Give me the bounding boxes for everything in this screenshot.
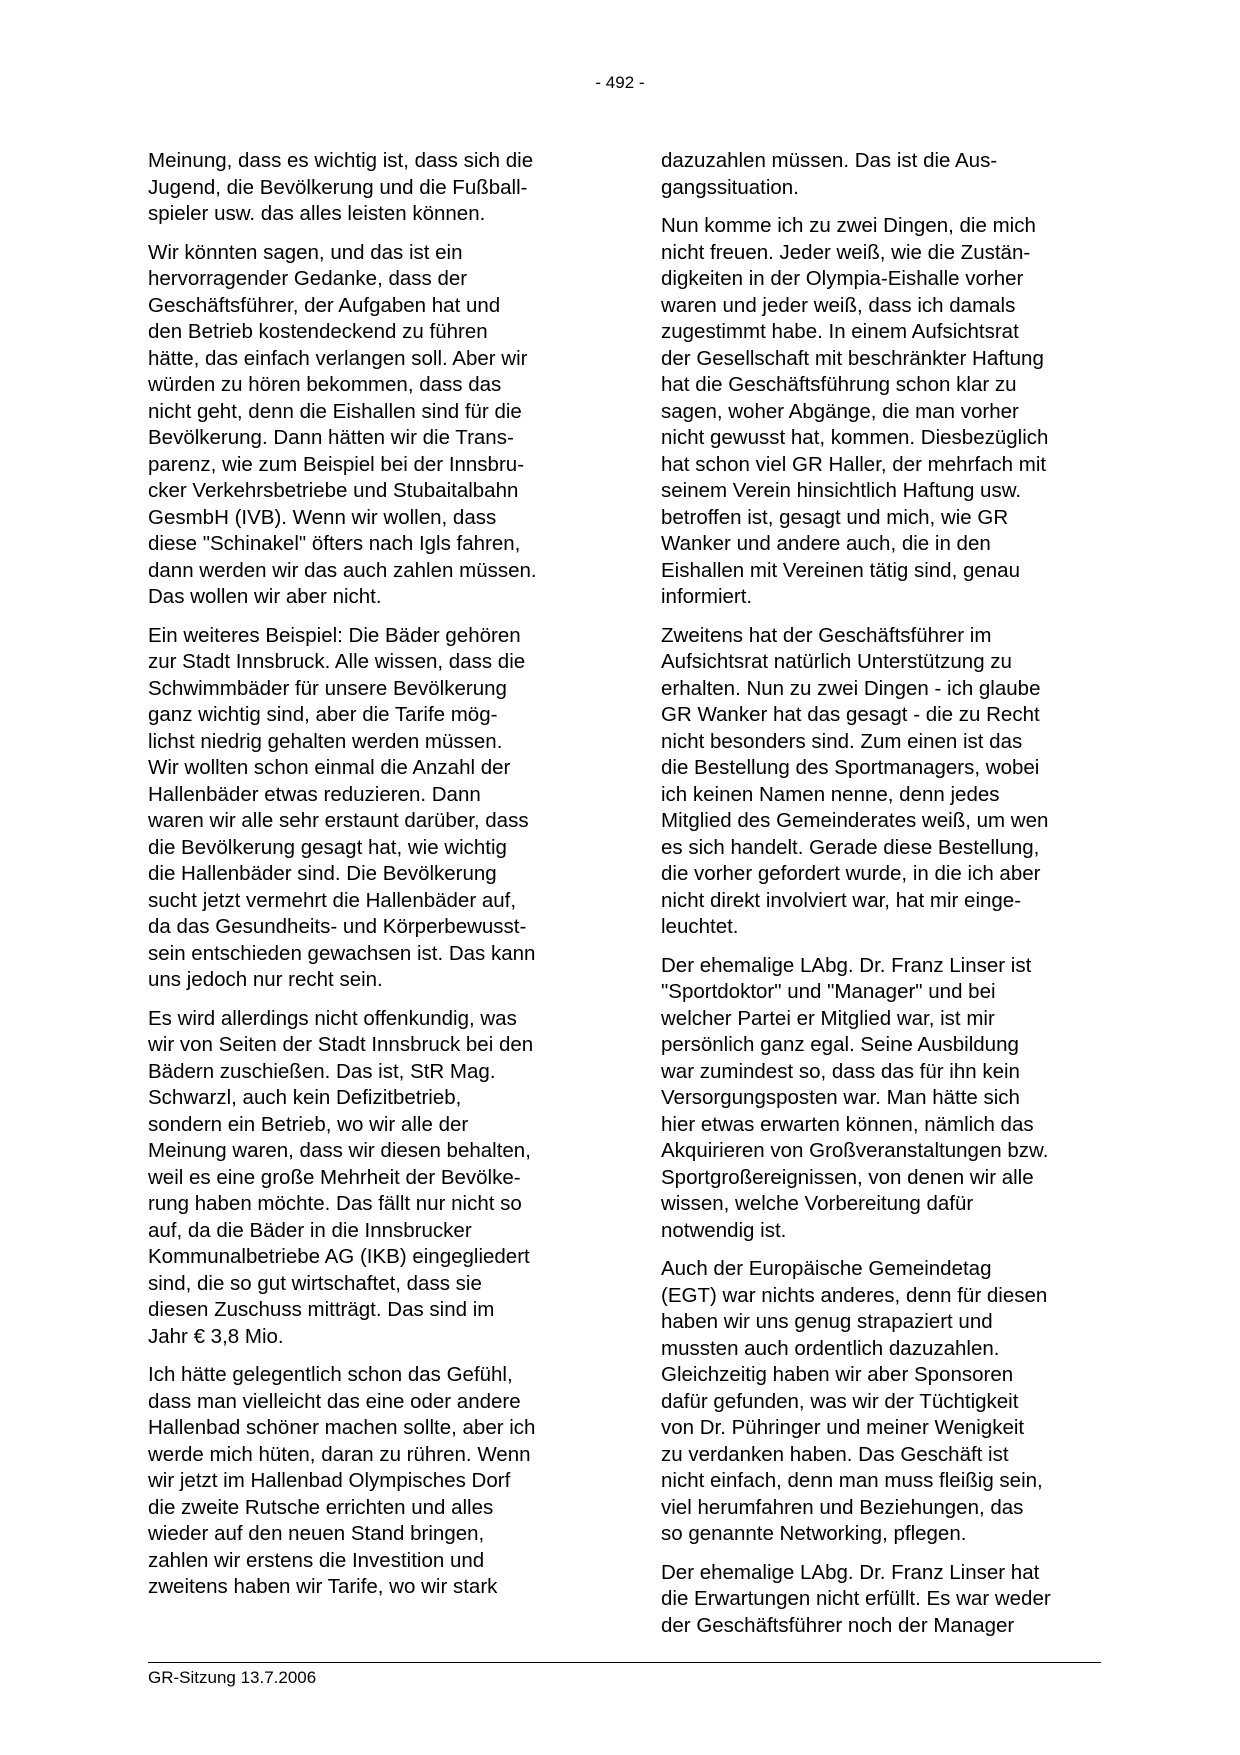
text-line: digkeiten in der Olympia-Eishalle vorher (661, 267, 1024, 290)
text-line: hat die Geschäftsführung schon klar zu (661, 373, 1017, 396)
text-line: Bevölkerung. Dann hätten wir die Trans- (148, 426, 514, 449)
text-line: informiert. (661, 585, 753, 608)
text-line: Meinung waren, dass wir diesen behalten, (148, 1139, 531, 1162)
text-line: sein entschieden gewachsen ist. Das kann (148, 941, 536, 965)
text-line: haben wir uns genug strapaziert und (661, 1310, 993, 1333)
text-line: der Gesellschaft mit beschränkter Haftung (661, 346, 1044, 370)
text-line: sucht jetzt vermehrt die Hallenbäder auf, (148, 888, 517, 912)
footer-divider (148, 1662, 1101, 1663)
text-line: wir jetzt im Hallenbad Olympisches Dorf (148, 1469, 511, 1492)
text-line: diesen Zuschuss mitträgt. Das sind im (148, 1298, 495, 1321)
paragraph (661, 148, 1111, 201)
text-line: sind, die so gut wirtschaftet, dass sie (148, 1271, 482, 1295)
text-line: es sich handelt. Gerade diese Bestellung, (661, 835, 1040, 859)
text-line: Zweitens hat der Geschäftsführer im (661, 623, 992, 647)
text-line: ganz wichtig sind, aber die Tarife mög- (148, 703, 498, 726)
text-line: Ein weiteres Beispiel: Die Bäder gehören (148, 623, 521, 647)
text-line: nicht besonders sind. Zum einen ist das (661, 729, 1023, 753)
paragraph (661, 623, 1111, 941)
text-line: cker Verkehrsbetriebe und Stubaitalbahn (148, 479, 519, 502)
text-line: den Betrieb kostendeckend zu führen (148, 320, 488, 343)
text-line: Versorgungsposten war. Man hätte sich (661, 1086, 1020, 1109)
text-line: erhalten. Nun zu zwei Dingen - ich glaube (661, 676, 1041, 700)
text-line: die Bevölkerung gesagt hat, wie wichtig (148, 835, 507, 859)
text-line: hervorragender Gedanke, dass der (148, 267, 468, 290)
text-line: Der ehemalige LAbg. Dr. Franz Linser hat (661, 1560, 1040, 1584)
text-line: Der ehemalige LAbg. Dr. Franz Linser ist (661, 953, 1032, 977)
text-line: Jugend, die Bevölkerung und die Fußball- (148, 175, 528, 199)
text-line: zu verdanken haben. Das Geschäft ist (661, 1442, 1009, 1466)
left-column (148, 148, 598, 1613)
text-line: sagen, woher Abgänge, die man vorher (661, 399, 1019, 423)
text-line: nicht direkt involviert war, hat mir einge- (661, 888, 1022, 912)
text-line: persönlich ganz egal. Seine Ausbildung (661, 1033, 1019, 1056)
paragraph (148, 148, 598, 228)
text-line: Hallenbäder etwas reduzieren. Dann (148, 782, 481, 806)
text-line: Schwarzl, auch kein Defizitbetrieb, (148, 1086, 462, 1109)
text-line: Wanker und andere auch, die in den (661, 532, 991, 555)
text-line: nicht freuen. Jeder weiß, wie die Zustän- (661, 240, 1031, 264)
text-line: Eishallen mit Vereinen tätig sind, genau (661, 558, 1020, 582)
text-line: hier etwas erwarten können, nämlich das (661, 1112, 1034, 1136)
text-line: Akquirieren von Großveranstaltungen bzw. (661, 1139, 1049, 1162)
text-line: Geschäftsführer, der Aufgaben hat und (148, 293, 501, 317)
text-line: Es wird allerdings nicht offenkundig, was (148, 1006, 517, 1030)
text-line: die vorher gefordert wurde, in die ich aber (661, 862, 1041, 885)
text-line: rung haben möchte. Das fällt nur nicht so (148, 1192, 522, 1215)
text-line: Schwimmbäder für unsere Bevölkerung (148, 676, 507, 700)
text-line: dann werden wir das auch zahlen müssen. (148, 558, 537, 582)
paragraph (148, 240, 598, 611)
text-line: parenz, wie zum Beispiel bei der Innsbru- (148, 452, 525, 476)
text-line: uns jedoch nur recht sein. (148, 968, 383, 991)
text-line: von Dr. Pühringer und meiner Wenigkeit (661, 1416, 1025, 1439)
paragraph (661, 953, 1111, 1245)
paragraph (148, 623, 598, 994)
text-line: GesmbH (IVB). Wenn wir wollen, dass (148, 505, 497, 529)
text-line: Wir wollten schon einmal die Anzahl der (148, 756, 511, 779)
text-line: Das wollen wir aber nicht. (148, 585, 382, 608)
right-column (661, 148, 1111, 1651)
text-line: so genannte Networking, pflegen. (661, 1522, 967, 1545)
text-line: notwendig ist. (661, 1218, 787, 1242)
text-line: Sportgroßereignissen, von denen wir alle (661, 1165, 1034, 1189)
text-line: da das Gesundheits- und Körperbewusst- (148, 915, 527, 938)
text-line: dazuzahlen müssen. Das ist die Aus- (661, 149, 998, 172)
text-line: hat schon viel GR Haller, der mehrfach mit (661, 452, 1047, 476)
text-line: zugestimmt habe. In einem Aufsichtsrat (661, 320, 1019, 343)
text-line: nicht gewusst hat, kommen. Diesbezüglich (661, 426, 1049, 449)
text-line: Wir könnten sagen, und das ist ein (148, 240, 463, 264)
page-number: - 492 - (595, 73, 645, 92)
text-line: Jahr € 3,8 Mio. (148, 1324, 284, 1348)
text-line: dafür gefunden, was wir der Tüchtigkeit (661, 1389, 1019, 1413)
text-line: nicht geht, denn die Eishallen sind für die (148, 399, 522, 423)
text-line: nicht einfach, denn man muss fleißig sein, (661, 1469, 1043, 1492)
text-line: betroffen ist, gesagt und mich, wie GR (661, 505, 1009, 529)
text-line: Gleichzeitig haben wir aber Sponsoren (661, 1363, 1014, 1386)
text-line: der Geschäftsführer noch der Manager (661, 1613, 1015, 1637)
text-line: sondern ein Betrieb, wo wir alle der (148, 1112, 469, 1136)
text-line: die zweite Rutsche errichten und alles (148, 1495, 494, 1519)
text-line: lichst niedrig gehalten werden müssen. (148, 729, 503, 753)
text-line: leuchtet. (661, 915, 739, 938)
text-line: Nun komme ich zu zwei Dingen, die mich (661, 214, 1036, 237)
text-line: (EGT) war nichts anderes, denn für diesen (661, 1283, 1048, 1307)
text-line: Auch der Europäische Gemeindetag (661, 1257, 992, 1280)
text-line: wissen, welche Vorbereitung dafür (661, 1192, 974, 1215)
text-line: mussten auch ordentlich dazuzahlen. (661, 1336, 1000, 1360)
text-line: hätte, das einfach verlangen soll. Aber wir (148, 346, 528, 370)
text-line: die Erwartungen nicht erfüllt. Es war weder (661, 1587, 1051, 1610)
text-line: "Sportdoktor" und "Manager" und bei (661, 980, 996, 1003)
text-line: ich keinen Namen nenne, denn jedes (661, 782, 1000, 806)
text-line: Kommunalbetriebe AG (IKB) eingegliedert (148, 1245, 530, 1268)
text-line: zur Stadt Innsbruck. Alle wissen, dass die (148, 650, 526, 673)
text-line: diese "Schinakel" öfters nach Igls fahren, (148, 532, 521, 555)
paragraph (661, 213, 1111, 611)
footer-session-date: GR-Sitzung 13.7.2006 (148, 1668, 317, 1687)
text-line: seinem Verein hinsichtlich Haftung usw. (661, 479, 1022, 502)
text-line: viel herumfahren und Beziehungen, das (661, 1495, 1024, 1519)
text-line: Ich hätte gelegentlich schon das Gefühl, (148, 1363, 513, 1386)
text-line: Aufsichtsrat natürlich Unterstützung zu (661, 650, 1012, 673)
text-line: werde mich hüten, daran zu rühren. Wenn (148, 1442, 531, 1466)
text-line: die Bestellung des Sportmanagers, wobei (661, 756, 1040, 779)
text-line: waren und jeder weiß, dass ich damals (661, 293, 1016, 317)
text-line: zahlen wir erstens die Investition und (148, 1548, 485, 1572)
text-line: Hallenbad schöner machen sollte, aber ich (148, 1416, 536, 1439)
text-line: weil es eine große Mehrheit der Bevölke- (148, 1165, 521, 1189)
text-line: die Hallenbäder sind. Die Bevölkerung (148, 862, 497, 885)
text-line: würden zu hören bekommen, dass das (148, 373, 502, 396)
text-line: waren wir alle sehr erstaunt darüber, dass (148, 809, 529, 832)
text-line: dass man vielleicht das eine oder andere (148, 1389, 521, 1413)
text-line: Bädern zuschießen. Das ist, StR Mag. (148, 1059, 496, 1083)
paragraph (148, 1362, 598, 1601)
text-line: welcher Partei er Mitglied war, ist mir (661, 1006, 995, 1030)
text-line: Meinung, dass es wichtig ist, dass sich die (148, 149, 534, 172)
text-line: gangssituation. (661, 175, 799, 199)
paragraph (661, 1560, 1111, 1640)
text-line: wir von Seiten der Stadt Innsbruck bei den (148, 1033, 534, 1056)
text-line: war zumindest so, dass das für ihn kein (661, 1059, 1020, 1083)
text-line: spieler usw. das alles leisten können. (148, 202, 486, 225)
paragraph (661, 1256, 1111, 1548)
text-line: zweitens haben wir Tarife, wo wir stark (148, 1575, 498, 1598)
text-line: auf, da die Bäder in die Innsbrucker (148, 1218, 472, 1242)
text-line: wieder auf den neuen Stand bringen, (148, 1522, 485, 1545)
text-line: Mitglied des Gemeinderates weiß, um wen (661, 809, 1049, 832)
text-line: GR Wanker hat das gesagt - die zu Recht (661, 703, 1040, 726)
paragraph (148, 1006, 598, 1351)
